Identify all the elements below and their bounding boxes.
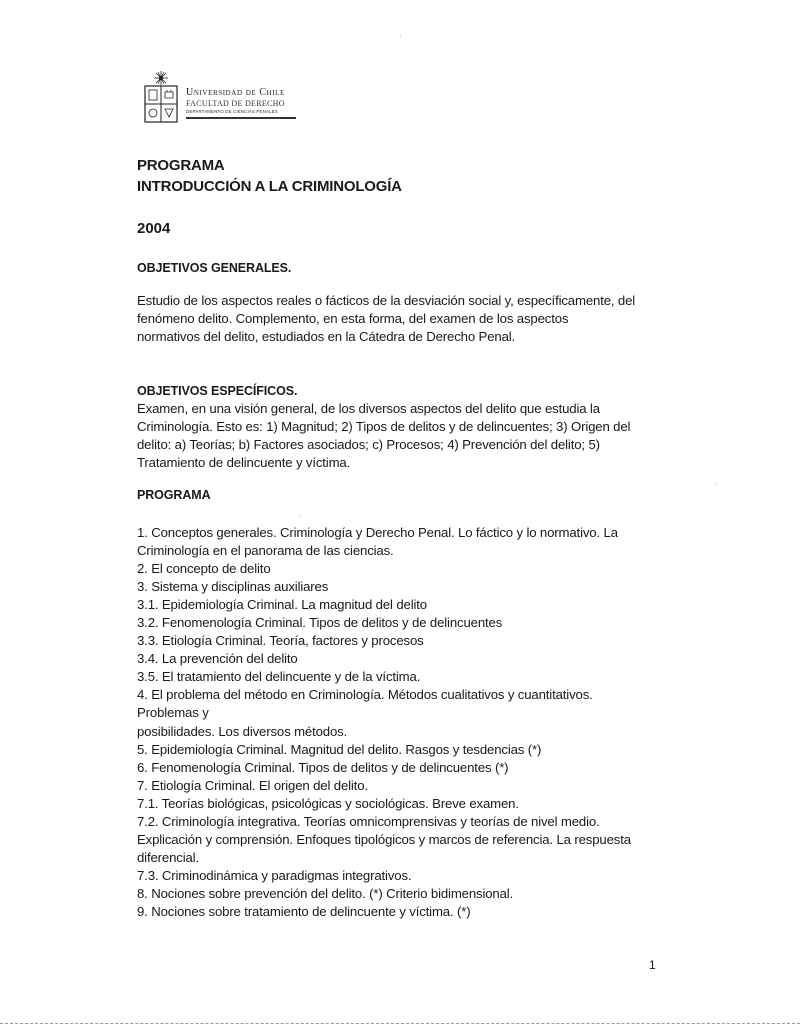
list-item: 3.1. Epidemiología Criminal. La magnitud del delito (137, 597, 427, 613)
scan-speck (716, 484, 717, 485)
list-item: posibilidades. Los diversos métodos. (137, 723, 348, 739)
program-list (137, 524, 667, 921)
document-title-line2: INTRODUCCIÓN A LA CRIMINOLOGÍA (137, 178, 402, 195)
document-title-line1: PROGRAMA (137, 157, 225, 174)
university-name: Universidad de Chile (186, 87, 285, 98)
list-item: 7. Etiología Criminal. El origen del delito. (137, 777, 368, 793)
list-item: 8. Nociones sobre prevención del delito. (*) Criterio bidimensional. (137, 885, 514, 901)
document-year: 2004 (137, 220, 171, 237)
paragraph-line: Criminología. Esto es: 1) Magnitud; 2) Tipos de delitos y de delincuentes; 3) Origen del (137, 419, 631, 434)
university-crest-icon (144, 70, 178, 124)
general-objectives-heading: OBJETIVOS GENERALES. (137, 261, 292, 275)
list-item: 7.3. Criminodinámica y paradigmas integrativos. (137, 867, 412, 883)
department-name: DEPARTAMENTO DE CIENCIAS PENALES (186, 109, 278, 114)
paragraph-line: Estudio de los aspectos reales o fácticos de la desviación social y, específicamente, del (137, 293, 636, 308)
list-item: 3.5. El tratamiento del delincuente y de la víctima. (137, 669, 421, 685)
specific-objectives-heading: OBJETIVOS ESPECÍFICOS. (137, 384, 298, 398)
scan-speck (300, 515, 301, 516)
list-item: 3.2. Fenomenología Criminal. Tipos de delitos y de delincuentes (137, 615, 503, 631)
list-item: Problemas y (137, 705, 209, 721)
letterhead-text (186, 88, 296, 119)
paragraph-line: Examen, en una visión general, de los diversos aspectos del delito que estudia la (137, 401, 600, 416)
page-number: 1 (649, 958, 656, 972)
paragraph-line: Tratamiento de delincuente y víctima. (137, 455, 351, 470)
list-item: Criminología en el panorama de las ciencias. (137, 543, 394, 559)
scan-edge-line (0, 1023, 800, 1024)
faculty-name: FACULTAD DE DERECHO (186, 99, 285, 108)
letterhead (144, 70, 344, 128)
scan-speck (400, 36, 401, 37)
paragraph-line: delito: a) Teorías; b) Factores asociados; c) Procesos; 4) Prevención del delito; 5) (137, 437, 600, 452)
list-item: 1. Conceptos generales. Criminología y Derecho Penal. Lo fáctico y lo normativo. La (137, 525, 618, 540)
list-item: 3. Sistema y disciplinas auxiliares (137, 579, 329, 595)
letterhead-rule (186, 117, 296, 119)
list-item: 2. El concepto de delito (137, 561, 271, 577)
list-item: 5. Epidemiología Criminal. Magnitud del delito. Rasgos y tesdencias (*) (137, 741, 542, 757)
paragraph-line: fenómeno delito. Complemento, en esta forma, del examen de los aspectos (137, 311, 569, 326)
general-objectives-text (137, 292, 667, 346)
list-item: 9. Nociones sobre tratamiento de delincuente y víctima. (*) (137, 903, 471, 919)
list-item: diferencial. (137, 849, 199, 865)
program-heading: PROGRAMA (137, 488, 211, 502)
list-item: 7.1. Teorías biológicas, psicológicas y sociológicas. Breve examen. (137, 795, 519, 811)
list-item: 4. El problema del método en Criminología. Métodos cualitativos y cuantitativos. (137, 687, 593, 703)
list-item: 7.2. Criminología integrativa. Teorías omnicomprensivas y teorías de nivel medio. (137, 813, 600, 829)
list-item: 6. Fenomenología Criminal. Tipos de delitos y de delincuentes (*) (137, 759, 509, 775)
list-item: 3.4. La prevención del delito (137, 651, 298, 667)
specific-objectives-text (137, 400, 667, 472)
paragraph-line: normativos del delito, estudiados en la Cátedra de Derecho Penal. (137, 329, 516, 344)
list-item: 3.3. Etiología Criminal. Teoría, factores y procesos (137, 633, 424, 649)
list-item: Explicación y comprensión. Enfoques tipológicos y marcos de referencia. La respuesta (137, 831, 631, 847)
